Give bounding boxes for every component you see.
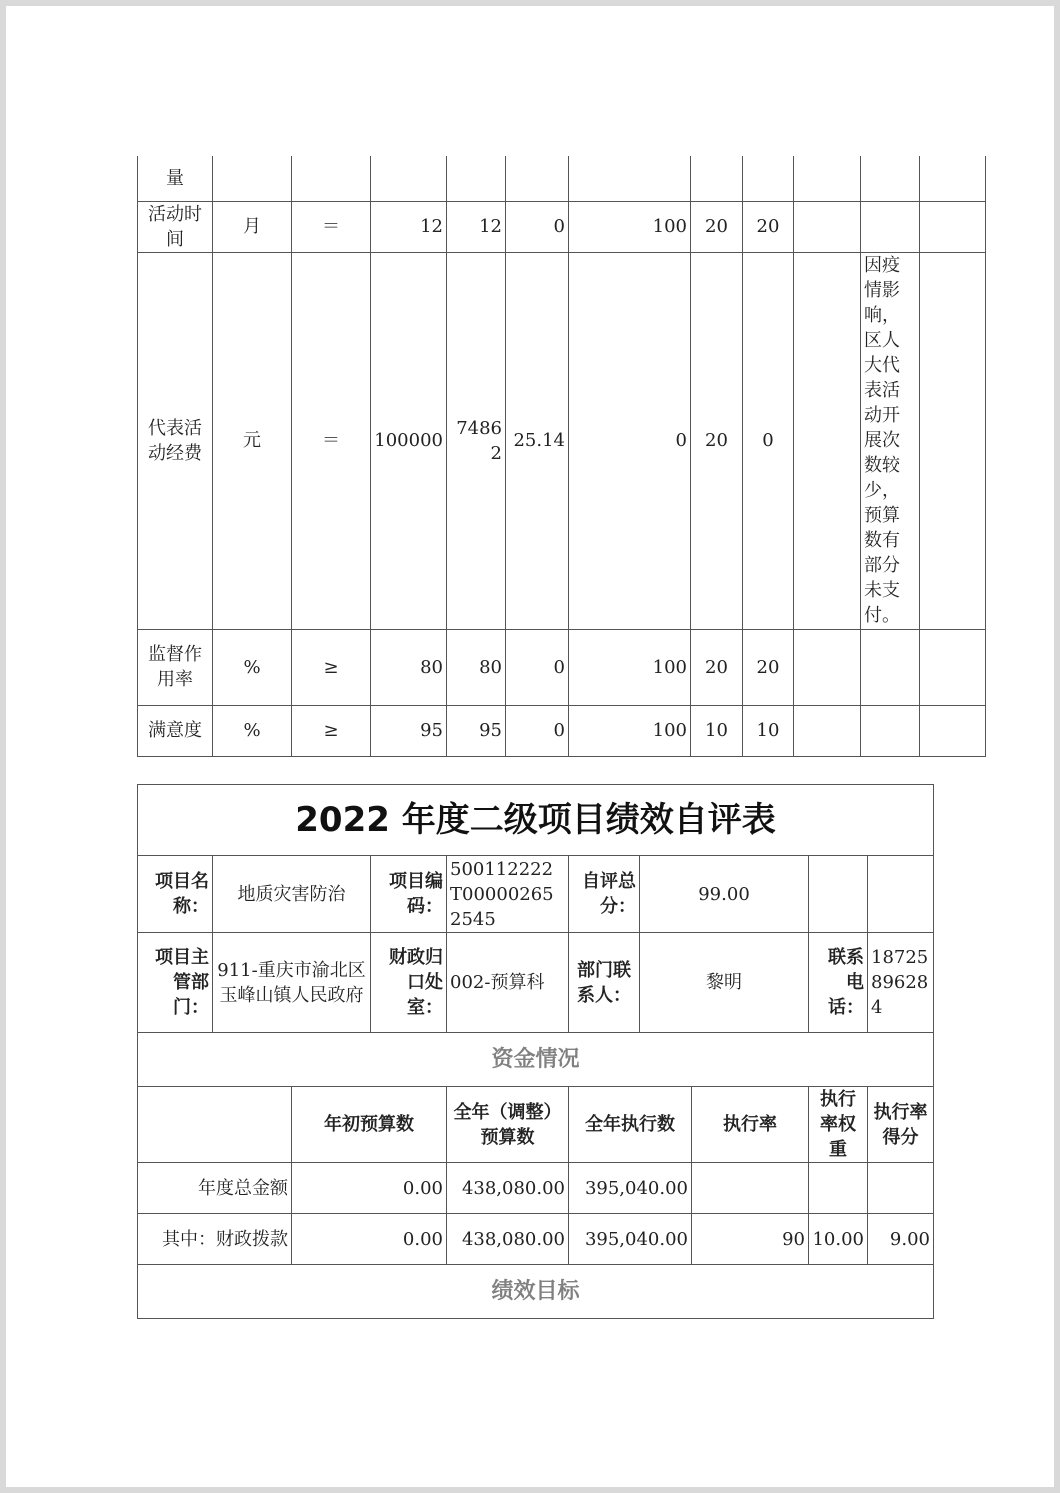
indicator-score: 10 (743, 705, 794, 756)
phone-value: 18725896284 (868, 933, 934, 1033)
funds-initial: 0.00 (292, 1214, 447, 1265)
cell-empty (920, 629, 986, 705)
indicator-actual: 74862 (447, 252, 506, 629)
project-name-value: 地质灾害防治 (213, 856, 371, 933)
indicator-target: 80 (371, 629, 447, 705)
indicator-weight: 20 (691, 629, 743, 705)
indicator-deviation: 0 (506, 629, 569, 705)
cell-empty (213, 156, 292, 201)
form-row (138, 933, 934, 1033)
indicator-operator: ＝ (292, 201, 371, 252)
dept-label: 项目主管部门： (138, 933, 213, 1033)
finance-label: 财政归口处室： (371, 933, 447, 1033)
indicator-rate: 0 (569, 252, 691, 629)
dept-value: 911-重庆市渝北区玉峰山镇人民政府 (213, 933, 371, 1033)
indicator-actual: 12 (447, 201, 506, 252)
cell-empty (861, 201, 920, 252)
indicator-rate: 100 (569, 705, 691, 756)
funds-adjusted: 438,080.00 (447, 1214, 569, 1265)
cell-empty (447, 156, 506, 201)
indicator-operator: ＝ (292, 252, 371, 629)
cell-empty (809, 856, 868, 933)
funds-executed: 395,040.00 (569, 1214, 692, 1265)
self-score-value: 99.00 (640, 856, 809, 933)
indicator-target: 12 (371, 201, 447, 252)
table-row (138, 201, 986, 252)
indicator-target: 95 (371, 705, 447, 756)
funds-adjusted: 438,080.00 (447, 1163, 569, 1214)
phone-label: 联系电话： (809, 933, 868, 1033)
indicator-weight: 10 (691, 705, 743, 756)
form-title-row (138, 785, 934, 856)
funds-row (138, 1163, 934, 1214)
indicator-name: 代表活动经费 (138, 252, 213, 629)
cell-empty (920, 201, 986, 252)
funds-weight: 10.00 (809, 1214, 868, 1265)
form-row (138, 856, 934, 933)
cell-empty (794, 705, 861, 756)
project-code-value: 500112222T000002652545 (447, 856, 569, 933)
funds-header-weight: 执行率权重 (809, 1087, 868, 1163)
cell-empty (794, 156, 861, 201)
indicator-note (794, 201, 861, 252)
indicator-table (137, 156, 986, 757)
indicator-operator: ≥ (292, 629, 371, 705)
funds-executed: 395,040.00 (569, 1163, 692, 1214)
funds-rate: 90 (692, 1214, 809, 1265)
cell-empty (920, 156, 986, 201)
indicator-score: 20 (743, 201, 794, 252)
indicator-rate: 100 (569, 201, 691, 252)
section-row (138, 1033, 934, 1087)
cell-empty (371, 156, 447, 201)
indicator-name: 活动时间 (138, 201, 213, 252)
indicator-operator: ≥ (292, 705, 371, 756)
indicator-deviation: 0 (506, 201, 569, 252)
funds-score: 9.00 (868, 1214, 934, 1265)
funds-header-initial: 年初预算数 (292, 1087, 447, 1163)
indicator-unit: 元 (213, 252, 292, 629)
indicator-target: 100000 (371, 252, 447, 629)
cell-empty (920, 252, 986, 629)
funds-row-label: 其中：财政拨款 (138, 1214, 292, 1265)
indicator-name: 监督作用率 (138, 629, 213, 705)
indicator-unit: % (213, 705, 292, 756)
form-title: 2022 年度二级项目绩效自评表 (138, 785, 934, 856)
funds-score (868, 1163, 934, 1214)
perf-section-title: 绩效目标 (138, 1265, 934, 1319)
cell-empty (743, 156, 794, 201)
indicator-name: 满意度 (138, 705, 213, 756)
funds-weight (809, 1163, 868, 1214)
section-row (138, 1265, 934, 1319)
cell-empty (691, 156, 743, 201)
funds-rate (692, 1163, 809, 1214)
cell-empty (794, 629, 861, 705)
indicator-unit: % (213, 629, 292, 705)
cell-empty (861, 629, 920, 705)
indicator-weight: 20 (691, 252, 743, 629)
indicator-actual: 80 (447, 629, 506, 705)
funds-header-rate: 执行率 (692, 1087, 809, 1163)
indicator-name: 量 (138, 156, 213, 201)
cell-empty (861, 705, 920, 756)
indicator-score: 20 (743, 629, 794, 705)
table-row (138, 705, 986, 756)
cell-empty (794, 252, 861, 629)
indicator-unit: 月 (213, 201, 292, 252)
project-name-label: 项目名称： (138, 856, 213, 933)
table-row (138, 629, 986, 705)
project-code-label: 项目编码： (371, 856, 447, 933)
funds-row (138, 1214, 934, 1265)
funds-initial: 0.00 (292, 1163, 447, 1214)
self-evaluation-form (137, 784, 934, 1319)
indicator-weight: 20 (691, 201, 743, 252)
indicator-score: 0 (743, 252, 794, 629)
contact-label: 部门联系人： (569, 933, 640, 1033)
funds-header-adjusted: 全年（调整）预算数 (447, 1087, 569, 1163)
cell-empty (506, 156, 569, 201)
funds-header-executed: 全年执行数 (569, 1087, 692, 1163)
indicator-note: 因疫情影响，区人大代表活动开展次数较少，预算数有部分未支付。 (861, 252, 920, 629)
cell-empty (138, 1087, 292, 1163)
cell-empty (920, 705, 986, 756)
cell-empty (292, 156, 371, 201)
cell-empty (569, 156, 691, 201)
self-score-label: 自评总分： (569, 856, 640, 933)
document-page (6, 6, 1054, 1487)
funds-header-row (138, 1087, 934, 1163)
funds-header-score: 执行率得分 (868, 1087, 934, 1163)
indicator-rate: 100 (569, 629, 691, 705)
contact-value: 黎明 (640, 933, 809, 1033)
funds-row-label: 年度总金额 (138, 1163, 292, 1214)
cell-empty (868, 856, 934, 933)
table-row (138, 252, 986, 629)
cell-empty (861, 156, 920, 201)
table-row (138, 156, 986, 201)
indicator-deviation: 0 (506, 705, 569, 756)
indicator-actual: 95 (447, 705, 506, 756)
indicator-deviation: 25.14 (506, 252, 569, 629)
finance-value: 002-预算科 (447, 933, 569, 1033)
funds-section-title: 资金情况 (138, 1033, 934, 1087)
